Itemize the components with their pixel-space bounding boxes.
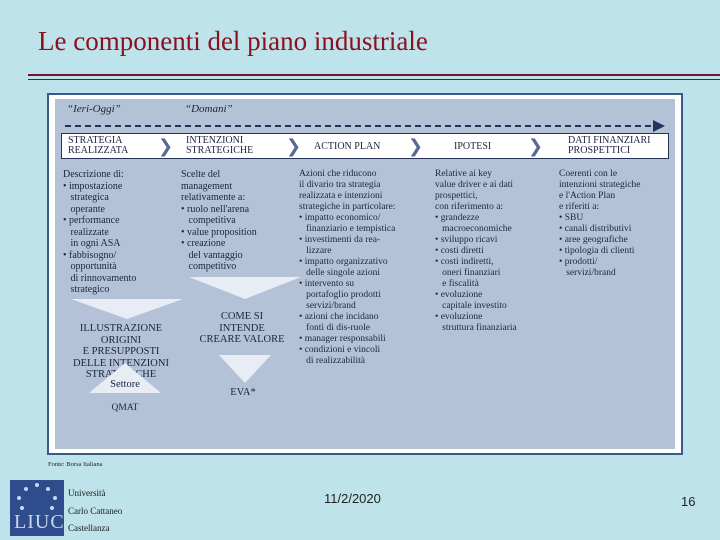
block-come-creare-valore: COME SI INTENDE CREARE VALORE [199,311,285,345]
timeline-arrow-icon [653,120,665,132]
timeline-left-label: “Ieri-Oggi” [67,103,121,115]
page-number: 16 [681,494,696,509]
phase-bar [61,133,669,159]
chevron-right-icon: ❯ [528,136,544,157]
logo-star [24,487,28,491]
block-settore: Settore [110,379,140,390]
funnel-left-icon [71,299,183,319]
timeline-dashed-line [65,125,651,127]
funnel-center-icon [189,277,301,299]
source-note: Fonte: Borsa Italiana [48,461,103,468]
slide-date: 11/2/2020 [324,491,381,506]
footer-university: Università [68,488,106,498]
figure-inner [55,99,675,449]
block-illustrazione: ILLUSTRAZIONE ORIGINI E PRESUPPOSTI DELLE INTENZIONI STRATEGICHE [73,323,169,380]
block-qmat: QMAT [111,403,139,413]
logo-star [53,496,57,500]
block-eva: EVA* [230,387,256,398]
phase-action-plan: ACTION PLAN [314,141,381,152]
chevron-right-icon: ❯ [286,136,302,157]
timeline-right-label: “Domani” [185,103,233,115]
down-arrow-icon [219,355,271,383]
logo-star [20,506,24,510]
column-intenzioni: Scelte del management relativamente a: • ruolo nell'arena competitiva • value proposition • creazione del vantaggio competitivo [181,169,257,272]
phase-intenzioni: INTENZIONI STRATEGICHE [186,135,254,156]
logo-star [35,483,39,487]
column-ipotesi: Relative ai key value driver e ai dati prospettici, con riferimento a: • grandezze macroeconomiche • sviluppo ricavi • costi diretti • costi indiretti, oneri finanziari e fiscalità • evoluzione capitale investito • evoluzione struttura finanziaria [435,169,517,333]
slide-title: Le componenti del piano industriale [38,26,428,56]
footer-castellanza: Castellanza [68,523,110,533]
title-rule-top [28,74,720,76]
phase-strategia: STRATEGIA REALIZZATA [68,135,129,156]
logo-star [17,496,21,500]
logo-text: LIUC [14,511,65,533]
liuc-logo [10,480,64,536]
column-dati-finanziari: Coerenti con le intenzioni strategiche e l'Action Plan e riferiti a: • SBU • canali distributivi • aree geografiche • tipologia di clienti • prodotti/ servizi/brand [559,169,641,278]
phase-ipotesi: IPOTESI [454,141,492,152]
logo-star [50,506,54,510]
chevron-right-icon: ❯ [408,136,424,157]
column-strategia: Descrizione di: • impostazione strategica operante • performance realizzate in ogni ASA • fabbisogno/ opportunità di rinnovamento strategico [63,169,137,295]
title-rule-bottom [28,79,720,80]
chevron-right-icon: ❯ [158,136,174,157]
phase-dati-finanziari: DATI FINANZIARI PROSPETTICI [568,135,651,156]
logo-star [46,487,50,491]
column-action-plan: Azioni che riducono il divario tra strategia realizzata e intenzioni strategiche in particolare: • impatto economico/ finanziario e tempistica • investimenti da rea- lizzare • impatto organizzativo delle singole azioni • intervento su portafoglio prodotti servizi/brand • azioni che incidano fonti di dis-ruole • manager responsabili • condizioni e vincoli di realizzabilità [299,169,396,366]
figure-panel [47,93,683,455]
footer-carlo-cattaneo: Carlo Cattaneo [68,506,123,516]
